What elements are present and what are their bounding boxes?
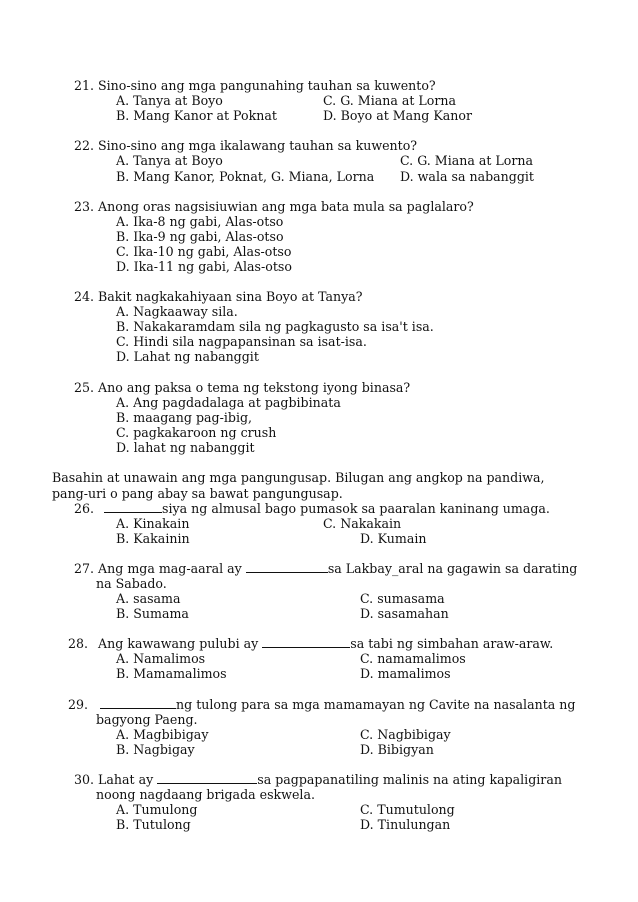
question-28: [68, 636, 553, 651]
choice-26-d: D. Kumain: [360, 531, 427, 546]
choice-23-d: D. Ika-11 ng gabi, Alas-otso: [116, 259, 292, 274]
choice-29-d: D. Bibigyan: [360, 742, 434, 757]
choice-25-a: A. Ang pagdadalaga at pagbibinata: [116, 395, 341, 410]
choice-30-c: C. Tumutulong: [360, 802, 455, 817]
question-28-text-before: Ang kawawang pulubi ay: [98, 636, 259, 651]
answer-blank-28[interactable]: [262, 636, 350, 648]
question-26-number: 26.: [74, 501, 95, 516]
choice-21-c: C. G. Miana at Lorna: [323, 93, 457, 108]
choice-23-c: C. Ika-10 ng gabi, Alas-otso: [116, 244, 292, 259]
choice-24-d: D. Lahat ng nabanggit: [116, 349, 259, 364]
answer-blank-29[interactable]: [100, 697, 176, 709]
question-27-continuation: na Sabado.: [96, 576, 167, 591]
choice-25-d: D. lahat ng nabanggit: [116, 440, 255, 455]
choice-28-a: A. Namalimos: [116, 651, 206, 666]
answer-blank-26[interactable]: [104, 501, 162, 513]
choice-21-b: B. Mang Kanor at Poknat: [116, 108, 277, 123]
question-27-number: 27.: [74, 561, 95, 576]
choice-28-b: B. Mamamalimos: [116, 666, 227, 681]
instructions-line-1: Basahin at unawain ang mga pangungusap. Bilugan ang angkop na pandiwa,: [52, 470, 545, 485]
choice-23-b: B. Ika-9 ng gabi, Alas-otso: [116, 229, 284, 244]
question-24: 24. Bakit nagkakahiyaan sina Boyo at Tanya?: [74, 289, 363, 304]
choice-24-a: A. Nagkaaway sila.: [116, 304, 238, 319]
choice-21-a: A. Tanya at Boyo: [116, 93, 223, 108]
choice-28-c: C. namamalimos: [360, 651, 466, 666]
choice-30-a: A. Tumulong: [116, 802, 198, 817]
question-27-text-after: sa Lakbay_aral na gagawin sa darating: [327, 561, 578, 576]
choice-24-b: B. Nakakaramdam sila ng pagkagusto sa isa't isa.: [116, 319, 434, 334]
question-29: [68, 697, 575, 712]
choice-29-c: C. Nagbibigay: [360, 727, 451, 742]
choice-22-b: B. Mang Kanor, Poknat, G. Miana, Lorna: [116, 169, 375, 184]
question-22: 22. Sino-sino ang mga ikalawang tauhan sa kuwento?: [74, 138, 418, 153]
question-25: 25. Ano ang paksa o tema ng tekstong iyong binasa?: [74, 380, 411, 395]
question-23: 23. Anong oras nagsisiuwian ang mga bata mula sa paglalaro?: [74, 199, 474, 214]
choice-29-b: B. Nagbigay: [116, 742, 195, 757]
choice-25-b: B. maagang pag-ibig,: [116, 410, 253, 425]
question-28-text-after: sa tabi ng simbahan araw-araw.: [350, 636, 554, 651]
question-21: 21. Sino-sino ang mga pangunahing tauhan sa kuwento?: [74, 78, 436, 93]
answer-blank-30[interactable]: [157, 772, 257, 784]
choice-22-d: D. wala sa nabanggit: [400, 169, 534, 184]
choice-29-a: A. Magbibigay: [116, 727, 209, 742]
answer-blank-27[interactable]: [246, 561, 328, 573]
choice-30-b: B. Tutulong: [116, 817, 191, 832]
choice-28-d: D. mamalimos: [360, 666, 451, 681]
choice-26-a: A. Kinakain: [116, 516, 190, 531]
choice-22-a: A. Tanya at Boyo: [116, 153, 223, 168]
choice-30-d: D. Tinulungan: [360, 817, 451, 832]
question-30-text-before: Lahat ay: [98, 772, 154, 787]
choice-25-c: C. pagkakaroon ng crush: [116, 425, 277, 440]
choice-22-c: C. G. Miana at Lorna: [400, 153, 534, 168]
question-28-number: 28.: [68, 636, 89, 651]
choice-26-b: B. Kakainin: [116, 531, 190, 546]
choice-27-b: B. Sumama: [116, 606, 189, 621]
question-30-text-after: sa pagpapanatiling malinis na ating kapaligiran: [257, 772, 562, 787]
question-30-continuation: noong nagdaang brigada eskwela.: [96, 787, 315, 802]
choice-23-a: A. Ika-8 ng gabi, Alas-otso: [116, 214, 284, 229]
choice-27-a: A. sasama: [116, 591, 181, 606]
instructions-line-2: pang-uri o pang abay sa bawat pangungusap.: [52, 486, 343, 501]
choice-27-d: D. sasamahan: [360, 606, 449, 621]
question-26: [74, 501, 550, 516]
choice-24-c: C. Hindi sila nagpapansinan sa isat-isa.: [116, 334, 367, 349]
question-29-text: ng tulong para sa mga mamamayan ng Cavite na nasalanta ng: [176, 697, 576, 712]
question-30-number: 30.: [74, 772, 95, 787]
question-26-text: siya ng almusal bago pumasok sa paaralan kaninang umaga.: [162, 501, 550, 516]
choice-26-c: C. Nakakain: [323, 516, 402, 531]
question-27-text-before: Ang mga mag-aaral ay: [98, 561, 242, 576]
question-27: [74, 561, 577, 576]
choice-21-d: D. Boyo at Mang Kanor: [323, 108, 472, 123]
question-29-number: 29.: [68, 697, 89, 712]
question-29-continuation: bagyong Paeng.: [96, 712, 198, 727]
question-30: [74, 772, 562, 787]
choice-27-c: C. sumasama: [360, 591, 445, 606]
